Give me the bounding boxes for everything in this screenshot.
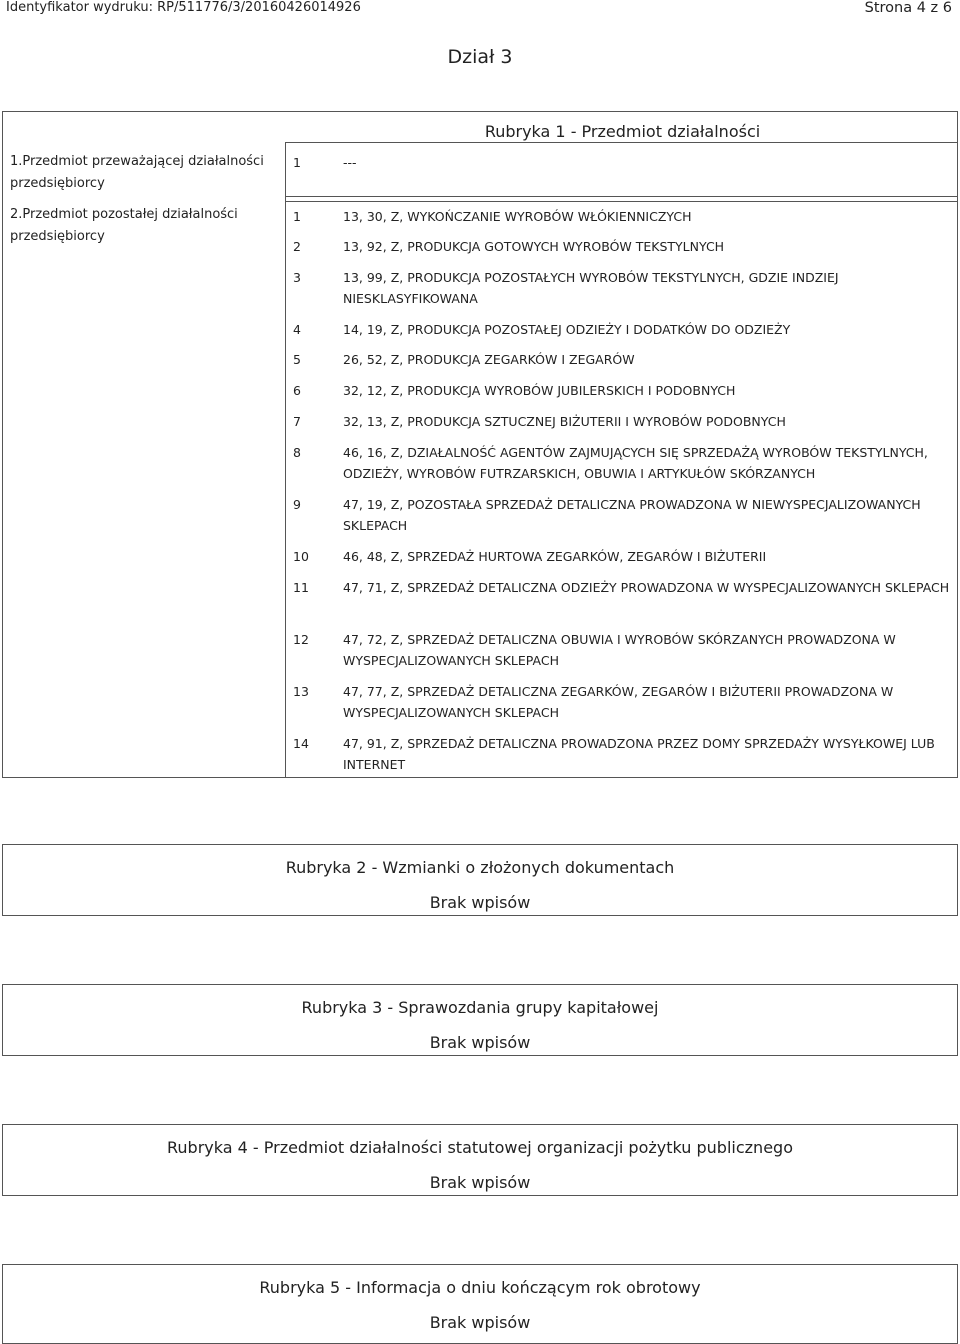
row-divider [285,201,957,202]
rubryka-3-box [2,984,958,1056]
rubryka-1-title: Rubryka 1 - Przedmiot działalności [484,122,761,141]
main-activity-label: 1.Przedmiot przeważającej działalności przedsiębiorcy [10,154,264,191]
row-text: 47, 77, Z, SPRZEDAŻ DETALICZNA ZEGARKÓW, ZEGARÓW I BIŻUTERII PROWADZONA W WYSPECJALIZOWANYCH SKLEPACH [343,684,894,720]
row-text: 13, 99, Z, PRODUKCJA POZOSTAŁYCH WYROBÓW TEKSTYLNYCH, GDZIE INDZIEJ NIESKLASYFIKOWANA [343,270,839,306]
rubryka-4-title: Rubryka 4 - Przedmiot działalności statutowej organizacji pożytku publicznego [167,1138,793,1157]
row-number: 5 [293,352,301,367]
row-text: 47, 72, Z, SPRZEDAŻ DETALICZNA OBUWIA I WYROBÓW SKÓRZANYCH PROWADZONA W WYSPECJALIZOWANYCH SKLEPACH [343,632,896,668]
empty-entry: Brak wpisów [429,893,531,912]
empty-entry: Brak wpisów [429,1313,531,1332]
row-text: 32, 12, Z, PRODUKCJA WYROBÓW JUBILERSKICH I PODOBNYCH [343,383,736,398]
rubryka-1-box [2,111,958,778]
row-text: --- [343,155,357,170]
row-text: 47, 91, Z, SPRZEDAŻ DETALICZNA PROWADZONA PRZEZ DOMY SPRZEDAŻY WYSYŁKOWEJ LUB INTERNET [343,736,935,772]
page-header [6,0,952,18]
row-text: 46, 16, Z, DZIAŁALNOŚĆ AGENTÓW ZAJMUJĄCYCH SIĘ SPRZEDAŻĄ WYROBÓW TEKSTYLNYCH, ODZIEŻY, WYROBÓW FUTRZARSKICH, OBUWIA I ARTYKUŁÓW SKÓRZANYCH [343,445,928,481]
row-text: 13, 30, Z, WYKOŃCZANIE WYROBÓW WŁÓKIENNICZYCH [343,209,692,224]
row-number: 13 [293,684,309,699]
row-number: 12 [293,632,309,647]
rubryka-3-title: Rubryka 3 - Sprawozdania grupy kapitałowej [301,998,659,1017]
row-text: 32, 13, Z, PRODUKCJA SZTUCZNEJ BIŻUTERII I WYROBÓW PODOBNYCH [343,414,786,429]
empty-entry: Brak wpisów [429,1173,531,1192]
row-text: 47, 71, Z, SPRZEDAŻ DETALICZNA ODZIEŻY PROWADZONA W WYSPECJALIZOWANYCH SKLEPACH [343,580,950,595]
row-text: 13, 92, Z, PRODUKCJA GOTOWYCH WYROBÓW TEKSTYLNYCH [343,239,725,254]
row-text: 14, 19, Z, PRODUKCJA POZOSTAŁEJ ODZIEŻY I DODATKÓW DO ODZIEŻY [343,322,791,337]
rubryka-5-box [2,1264,958,1344]
row-divider [285,196,957,197]
row-number: 1 [293,209,301,224]
other-activity-label: 2.Przedmiot pozostałej działalności przedsiębiorcy [10,207,238,244]
row-number: 8 [293,445,301,460]
page-number: Strona 4 z 6 [864,0,952,16]
section-title: Dział 3 [447,46,513,68]
row-number: 9 [293,497,301,512]
row-number: 11 [293,580,309,595]
row-number: 3 [293,270,301,285]
row-text: 47, 19, Z, POZOSTAŁA SPRZEDAŻ DETALICZNA PROWADZONA W NIEWYSPECJALIZOWANYCH SKLEPACH [343,497,921,533]
rubryka-4-box [2,1124,958,1196]
row-text: 26, 52, Z, PRODUKCJA ZEGARKÓW I ZEGARÓW [343,352,635,367]
row-number: 2 [293,239,301,254]
row-number: 1 [293,155,301,170]
rubryka-2-box [2,844,958,916]
column-divider [285,142,286,777]
print-id: Identyfikator wydruku: RP/511776/3/20160426014926 [6,0,361,15]
row-divider [285,142,957,143]
empty-entry: Brak wpisów [429,1033,531,1052]
rubryka-2-title: Rubryka 2 - Wzmianki o złożonych dokumentach [285,858,675,877]
row-number: 10 [293,549,309,564]
row-number: 4 [293,322,301,337]
row-number: 6 [293,383,301,398]
row-number: 14 [293,736,309,751]
row-number: 7 [293,414,301,429]
row-text: 46, 48, Z, SPRZEDAŻ HURTOWA ZEGARKÓW, ZEGARÓW I BIŻUTERII [343,549,767,564]
rubryka-5-title: Rubryka 5 - Informacja o dniu kończącym rok obrotowy [259,1278,701,1297]
